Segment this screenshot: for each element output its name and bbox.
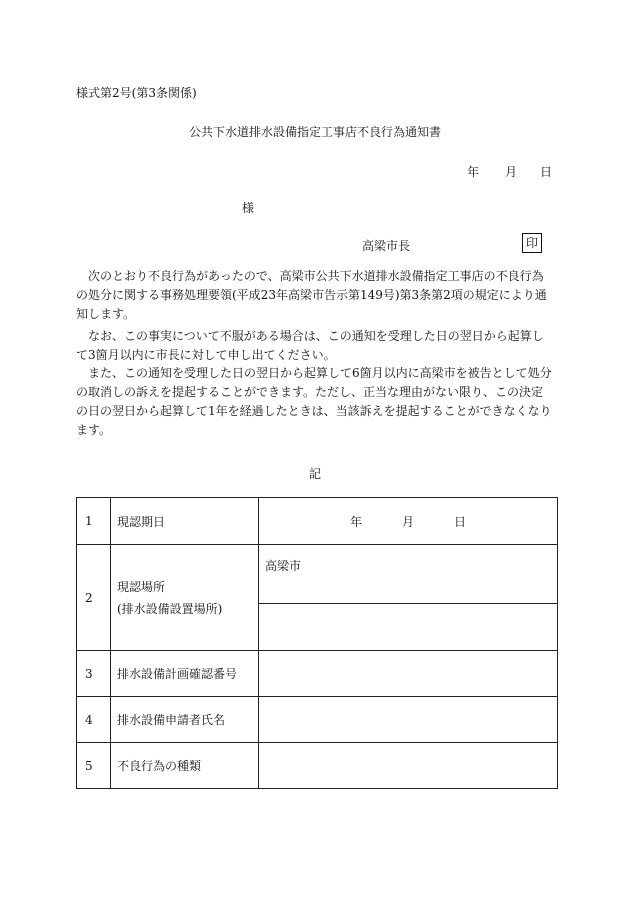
row-number: 4: [77, 697, 111, 743]
date-month-label: 月: [505, 165, 518, 179]
row-label: 排水設備計画確認番号: [111, 651, 259, 697]
value-cell[interactable]: [259, 743, 558, 789]
table-row: [77, 498, 558, 545]
date-value-cell[interactable]: [259, 498, 558, 545]
table-row: [77, 743, 558, 789]
record-table: [76, 497, 558, 789]
date-day-label: 日: [454, 514, 467, 529]
date-month-label: 月: [401, 514, 414, 529]
row-label: [111, 545, 259, 651]
document-title: 公共下水道排水設備指定工事店不良行為通知書: [188, 125, 441, 139]
place-value-cell[interactable]: 高梁市: [259, 545, 558, 604]
seal-box: 印: [522, 233, 542, 253]
row-label: 不良行為の種類: [111, 743, 259, 789]
issuer-name: 高梁市長: [362, 239, 411, 253]
body-paragraph-3: また、この通知を受理した日の翌日から起算して6箇月以内に高梁市を被告として処分の取消しの訴えを提起することができます。ただし、正当な理由がない限り、この決定の日の翌日から起算して1年を経過したときは、当該訴えを提起することができなくなります。: [76, 366, 552, 437]
value-cell[interactable]: [259, 697, 558, 743]
place-detail-cell[interactable]: [259, 604, 558, 651]
place-label: 現認場所: [117, 579, 166, 594]
addressee-honorific: 様: [242, 201, 255, 215]
row-number: 3: [77, 651, 111, 697]
date-day-label: 日: [540, 165, 553, 179]
date-year-label: 年: [467, 165, 480, 179]
form-number: 様式第2号(第3条関係): [76, 86, 197, 100]
value-cell[interactable]: [259, 651, 558, 697]
table-row: [77, 651, 558, 697]
body-paragraph-1: 次のとおり不良行為があったので、高梁市公共下水道排水設備指定工事店の不良行為の処分に関する事務処理要領(平成23年高梁市告示第149号)第3条第2項の規定により通知します。: [76, 269, 547, 321]
row-number: 1: [77, 498, 111, 545]
row-number: 5: [77, 743, 111, 789]
date-year-label: 年: [349, 514, 362, 529]
body-paragraph-2: なお、この事実について不服がある場合は、この通知を受理した日の翌日から起算して3箇月以内に市長に対して申し出てください。: [76, 329, 544, 362]
ki-heading: 記: [308, 467, 321, 481]
place-sublabel: (排水設備設置場所): [117, 601, 223, 616]
row-label: 現認期日: [111, 498, 259, 545]
row-label: 排水設備申請者氏名: [111, 697, 259, 743]
table-row: [77, 545, 558, 604]
table-row: [77, 697, 558, 743]
row-number: 2: [77, 545, 111, 651]
